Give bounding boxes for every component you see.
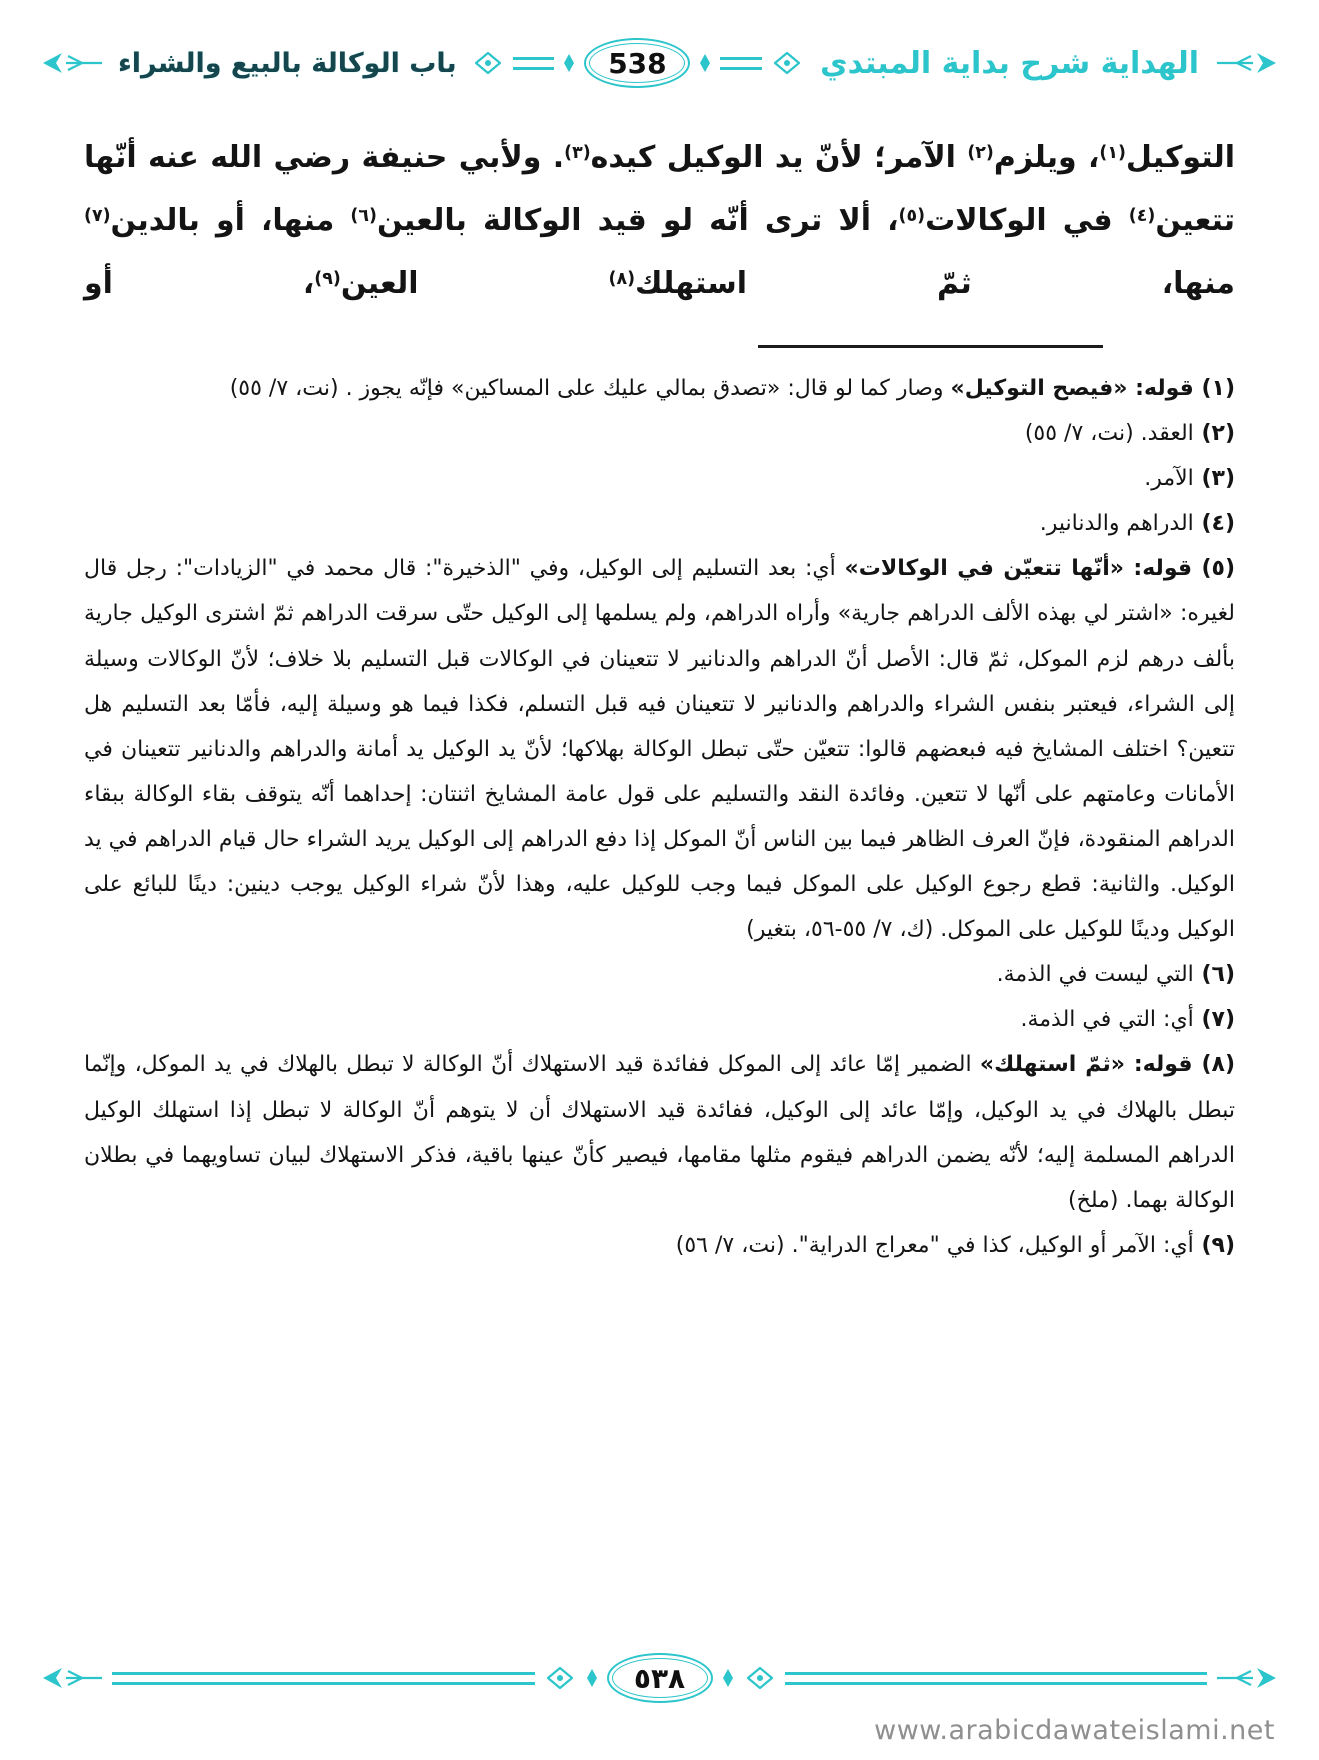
divider-ornament-icon [770, 48, 804, 78]
divider-ornament-icon [743, 1663, 777, 1693]
band-left-end-ornament-icon [40, 1663, 104, 1693]
band-left-end-ornament-icon [40, 48, 104, 78]
footnote-text: أي: التي في الذمة. [1020, 1007, 1194, 1033]
footnote-text: الضمير إمّا عائد إلى الموكل ففائدة قيد الاستهلاك أنّ الوكالة لا تبطل بالهلاك في يد الموكل، وإنّما تبطل بالهلاك في يد الوكيل، وإمّا عائد إلى الوكيل، ففائدة قيد الاستهلاك أن لا يتوهم أنّ الوكالة لا تبطل إذا استهلك الوكيل الدراهم المسلمة إليه؛ لأنّه يضمن الدراهم فيقوم مثلها مقامها، فيصير كأنّ عينها باقية، فذكر الاستهلاك لبيان تساويهما في بطلان الوكالة بهما. (ملخ) [84, 1052, 1235, 1213]
footnote-text: الآمر. [1144, 466, 1194, 492]
book-title: الهداية شرح بداية المبتدي [820, 45, 1200, 81]
cartouche-finial-icon [721, 1667, 735, 1689]
divider-ornament-icon [543, 1663, 577, 1693]
footnote-number: (١) [1193, 376, 1235, 401]
website-url: www.arabicdawateislami.net [874, 1715, 1275, 1746]
footnote-lead: قوله: «فيصح التوكيل» [950, 376, 1194, 401]
footnote-lead: قوله: «ثمّ استهلك» [979, 1052, 1193, 1078]
footnote-number: (٣) [1193, 466, 1235, 492]
cartouche-finial-icon [585, 1667, 599, 1689]
footnotes [84, 366, 1235, 1268]
footnote-number: (٢) [1193, 421, 1235, 447]
footnote-number: (٧) [1193, 1007, 1235, 1033]
footnote-text: الدراهم والدنانير. [1039, 511, 1194, 537]
footnote-text: العقد. (نت، ٧/ ٥٥) [1024, 421, 1194, 447]
main-text: التوكيل$^{(١)}$، ويلزم$^{(٢)}$ الآمر؛ لأنّ يد الوكيل كيده$^{(٣)}$. ولأبي حنيفة رضي الله عنه أنّها تتعين$^{(٤)}$ في الوكالات$^{(٥)}$، ألا ترى أنّه لو قيد الوكالة بالعين$^{(٦)}$ منها، أو بالدين$^{(٧)}$ منها، ثمّ استهلك$^{(٨)}$ العين$^{(٩)}$، أو [84, 140, 1236, 301]
divider-ornament-icon [471, 48, 505, 78]
footer-band [40, 1651, 1279, 1705]
page-footer [40, 1651, 1279, 1746]
footer-page-number: ٥٣٨ [612, 1658, 708, 1698]
footnote-item [84, 952, 1235, 997]
footnote-lead: قوله: «أنّها تتعيّن في الوكالات» [844, 556, 1193, 582]
footnote-number: (٥) [1192, 556, 1236, 582]
footnote-text: أي: بعد التسليم إلى الوكيل، وفي "الذخيرة": قال محمد في "الزيادات": رجل قال لغيره: «اشتر لي بهذه الألف الدراهم جارية» وأراه الدراهم، ولم يسلمها إلى الوكيل حتّى سرقت الدراهم ثمّ اشترى الوكيل جارية بألف درهم لزم الموكل، ثمّ قال: الأصل أنّ الدراهم والدنانير لا تتعينان في الوكالات قبل التسليم بلا خلاف؛ لأنّ الوكالات وسيلة إلى الشراء، فيعتبر بنفس الشراء والدراهم والدنانير لا تتعينان فيه قبل التسلم، فكذا فيما هو وسيلة إليه، فأمّا بعد التسليم هل تتعين؟ اختلف المشايخ فيه فبعضهم قالوا: تتعيّن حتّى تبطل الوكالة بهلاكها؛ لأنّ يد الوكيل يد أمانة والدراهم والدنانير تتعينان في الأمانات وعامتهم على أنّها لا تتعين. وفائدة النقد والتسليم على قول عامة المشايخ اثنتان: إحداهما أنّه يتوقف بقاء الوكالة ببقاء الدراهم المنقودة، فإنّ العرف الظاهر فيما بين الناس أنّ الموكل إذا دفع الدراهم إلى الوكيل يريد الشراء حال قيام الدراهم في يد الوكيل. والثانية: قطع رجوع الوكيل على الموكل فيما وجب للوكيل عليه، وهذا لأنّ شراء الوكيل يوجب دينين: دينًا للبائع على الوكيل ودينًا للوكيل على الموكل. (ك، ٧/ ٥٥-٥٦، بتغير) [84, 556, 1235, 943]
content-area [40, 92, 1279, 1651]
header-band [40, 34, 1279, 92]
footnote-text: وصار كما لو قال: «تصدق بمالي عليك على المساكين» فإنّه يجوز . (نت، ٧/ ٥٥) [229, 376, 951, 401]
footnote-item [84, 997, 1235, 1042]
band-rule [513, 57, 555, 70]
band-rule [785, 1672, 1208, 1685]
footnote-number: (٤) [1193, 511, 1235, 537]
cartouche-finial-icon [698, 52, 712, 74]
footnote-item [84, 411, 1235, 456]
band-rule [112, 1672, 535, 1685]
cartouche-finial-icon [562, 52, 576, 74]
footnote-item [84, 366, 1235, 411]
footnote-number: (٩) [1193, 1232, 1235, 1258]
footnote-item [84, 1223, 1235, 1268]
chapter-title: باب الوكالة بالبيع والشراء [118, 47, 457, 79]
page-number: 538 [589, 43, 685, 83]
band-right-end-ornament-icon [1215, 48, 1279, 78]
footnote-item [84, 456, 1235, 501]
page-number-badge [584, 38, 690, 88]
footnote-item [84, 1042, 1235, 1222]
footnote-text: التي ليست في الذمة. [996, 962, 1194, 988]
footnote-item [84, 501, 1235, 546]
footnote-separator [758, 345, 1103, 348]
footnote-text: أي: الآمر أو الوكيل، كذا في "معراج الدراية". (نت، ٧/ ٥٦) [675, 1232, 1194, 1258]
footnote-number: (٦) [1193, 962, 1235, 988]
band-rule [720, 57, 762, 70]
footer-page-number-badge [607, 1653, 713, 1703]
footnote-item [84, 546, 1235, 952]
band-right-end-ornament-icon [1215, 1663, 1279, 1693]
footnote-number: (٨) [1192, 1052, 1236, 1078]
